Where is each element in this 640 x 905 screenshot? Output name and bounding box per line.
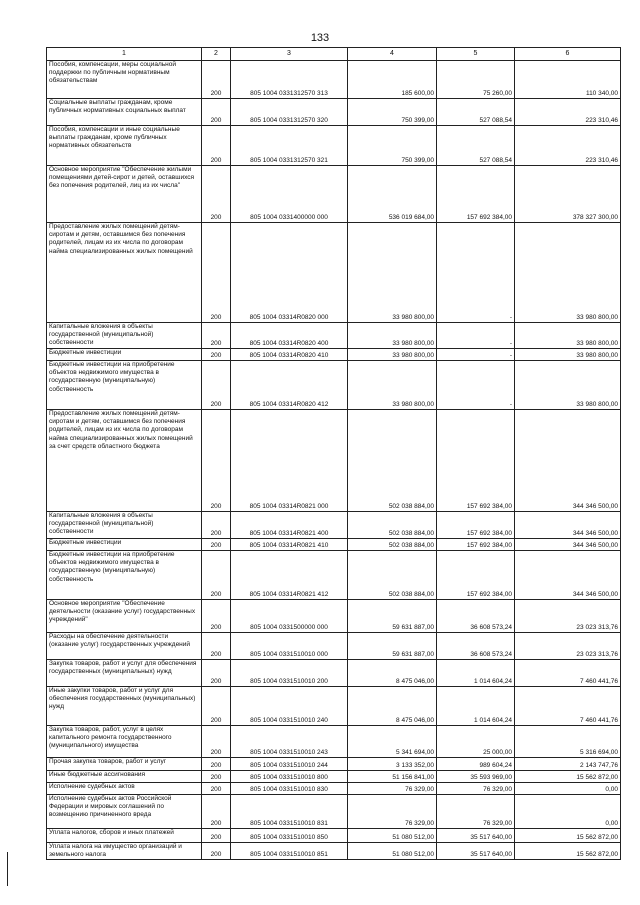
row-code: 805 1004 03314R0820 412 [231, 361, 348, 410]
table-row [47, 758, 621, 771]
row-value-6: 344 346 500,00 [515, 551, 621, 600]
row-column-2: 200 [202, 771, 231, 783]
row-code: 805 1004 0331510010 831 [231, 795, 348, 829]
column-header: 4 [348, 48, 437, 61]
row-column-2: 200 [202, 349, 231, 361]
table-row [47, 795, 621, 829]
row-code: 805 1004 0331510010 240 [231, 687, 348, 726]
row-name: Основное мероприятие "Обеспечение жилыми помещениями детей-сирот и детей, оставшихся без попечения родителей, лиц из их числа" [47, 166, 202, 223]
row-column-2: 200 [202, 166, 231, 223]
row-value-5: - [437, 349, 515, 361]
table-row [47, 687, 621, 726]
column-header: 5 [437, 48, 515, 61]
row-column-2: 200 [202, 783, 231, 795]
row-name: Уплата налогов, сборов и иных платежей [47, 829, 202, 843]
row-name: Расходы на обеспечение деятельности (оказание услуг) государственных учреждений [47, 633, 202, 660]
budget-table [46, 47, 621, 860]
table-row [47, 783, 621, 795]
row-code: 805 1004 0331510010 200 [231, 660, 348, 687]
row-value-5: 75 260,00 [437, 61, 515, 99]
row-value-4: 750 399,00 [348, 99, 437, 126]
row-value-6: 33 980 800,00 [515, 223, 621, 323]
table-row [47, 829, 621, 843]
row-value-4: 750 399,00 [348, 126, 437, 166]
row-code: 805 1004 0331500000 000 [231, 600, 348, 633]
column-header: 1 [47, 48, 202, 61]
row-name: Исполнение судебных актов Российской Федерации и мировых соглашений по возмещению причиненного вреда [47, 795, 202, 829]
table-row [47, 551, 621, 600]
row-value-4: 536 019 684,00 [348, 166, 437, 223]
row-code: 805 1004 03314R0821 412 [231, 551, 348, 600]
table-row [47, 600, 621, 633]
table-row [47, 771, 621, 783]
row-value-6: 23 023 313,76 [515, 633, 621, 660]
row-code: 805 1004 0331510010 830 [231, 783, 348, 795]
row-name: Закупка товаров, работ и услуг для обеспечения государственных (муниципальных) нужд [47, 660, 202, 687]
row-value-5: 35 593 969,00 [437, 771, 515, 783]
row-column-2: 200 [202, 829, 231, 843]
row-value-6: 23 023 313,76 [515, 600, 621, 633]
row-value-6: 15 562 872,00 [515, 829, 621, 843]
row-column-2: 200 [202, 99, 231, 126]
row-value-6: 223 310,46 [515, 126, 621, 166]
row-value-5: 76 329,00 [437, 783, 515, 795]
row-value-6: 33 980 800,00 [515, 361, 621, 410]
table-row [47, 843, 621, 860]
row-value-6: 0,00 [515, 783, 621, 795]
row-column-2: 200 [202, 323, 231, 349]
row-name: Бюджетные инвестиции на приобретение объектов недвижимого имущества в государственную (муниципальную) собственность [47, 551, 202, 600]
row-name: Прочая закупка товаров, работ и услуг [47, 758, 202, 771]
row-code: 805 1004 0331510010 851 [231, 843, 348, 860]
table-row [47, 323, 621, 349]
row-name: Исполнение судебных актов [47, 783, 202, 795]
row-value-6: 5 316 694,00 [515, 726, 621, 758]
row-code: 805 1004 0331312570 320 [231, 99, 348, 126]
row-value-6: 2 143 747,76 [515, 758, 621, 771]
row-value-4: 59 631 887,00 [348, 633, 437, 660]
row-value-6: 0,00 [515, 795, 621, 829]
row-column-2: 200 [202, 795, 231, 829]
row-value-5: 157 692 384,00 [437, 539, 515, 551]
row-name: Предоставление жилых помещений детям-сиротам и детям, оставшимся без попечения родителей, лицам из их числа по договорам найма специализированных жилых помещений за счет средств областного бюджета [47, 410, 202, 512]
row-value-6: 110 340,00 [515, 61, 621, 99]
page-number: 133 [310, 32, 330, 44]
row-value-5: - [437, 223, 515, 323]
row-column-2: 200 [202, 361, 231, 410]
row-value-4: 51 156 841,00 [348, 771, 437, 783]
row-code: 805 1004 03314R0820 000 [231, 223, 348, 323]
row-column-2: 200 [202, 843, 231, 860]
row-value-5: - [437, 323, 515, 349]
row-value-6: 223 310,46 [515, 99, 621, 126]
column-header: 6 [515, 48, 621, 61]
row-value-4: 502 038 884,00 [348, 539, 437, 551]
row-column-2: 200 [202, 660, 231, 687]
row-name: Уплата налога на имущество организаций и земельного налога [47, 843, 202, 860]
row-value-4: 33 980 800,00 [348, 323, 437, 349]
row-column-2: 200 [202, 410, 231, 512]
row-name: Пособия, компенсации, меры социальной поддержки по публичным нормативным обязательствам [47, 61, 202, 99]
row-value-4: 502 038 884,00 [348, 551, 437, 600]
row-code: 805 1004 03314R0821 400 [231, 512, 348, 539]
row-value-4: 33 980 800,00 [348, 361, 437, 410]
row-code: 805 1004 0331510010 800 [231, 771, 348, 783]
row-value-4: 502 038 884,00 [348, 410, 437, 512]
row-name: Капитальные вложения в объекты государственной (муниципальной) собственности [47, 323, 202, 349]
row-name: Пособия, компенсации и иные социальные выплаты гражданам, кроме публичных нормативных обязательств [47, 126, 202, 166]
column-header: 3 [231, 48, 348, 61]
row-name: Закупка товаров, работ, услуг в целях капитального ремонта государственного (муниципального) имущества [47, 726, 202, 758]
header-row [47, 48, 621, 61]
row-name: Бюджетные инвестиции на приобретение объектов недвижимого имущества в государственную (муниципальную) собственность [47, 361, 202, 410]
row-value-5: 36 608 573,24 [437, 633, 515, 660]
row-value-5: 989 604,24 [437, 758, 515, 771]
row-name: Предоставление жилых помещений детям-сиротам и детям, оставшимся без попечения родителей, лицам из их числа по договорам найма специализированных жилых помещений [47, 223, 202, 323]
row-value-4: 8 475 046,00 [348, 660, 437, 687]
table-row [47, 633, 621, 660]
table-row [47, 61, 621, 99]
column-header: 2 [202, 48, 231, 61]
table-row [47, 126, 621, 166]
row-code: 805 1004 03314R0821 000 [231, 410, 348, 512]
row-value-4: 8 475 046,00 [348, 687, 437, 726]
row-value-5: 36 608 573,24 [437, 600, 515, 633]
row-value-4: 76 329,00 [348, 795, 437, 829]
row-value-5: 1 014 604,24 [437, 687, 515, 726]
row-column-2: 200 [202, 126, 231, 166]
row-value-6: 378 327 300,00 [515, 166, 621, 223]
row-value-4: 51 080 512,00 [348, 843, 437, 860]
row-value-4: 5 341 694,00 [348, 726, 437, 758]
table-row [47, 512, 621, 539]
row-name: Основное мероприятие "Обеспечение деятельности (оказание услуг) государственных учреждений" [47, 600, 202, 633]
row-value-4: 76 329,00 [348, 783, 437, 795]
row-value-5: 76 329,00 [437, 795, 515, 829]
row-name: Бюджетные инвестиции [47, 349, 202, 361]
row-name: Иные бюджетные ассигнования [47, 771, 202, 783]
table-row [47, 223, 621, 323]
table-row [47, 726, 621, 758]
margin-mark [7, 852, 8, 886]
row-value-5: - [437, 361, 515, 410]
row-code: 805 1004 0331312570 313 [231, 61, 348, 99]
row-column-2: 200 [202, 539, 231, 551]
row-column-2: 200 [202, 600, 231, 633]
row-code: 805 1004 03314R0820 410 [231, 349, 348, 361]
row-value-6: 344 346 500,00 [515, 539, 621, 551]
row-value-4: 33 980 800,00 [348, 349, 437, 361]
row-column-2: 200 [202, 687, 231, 726]
row-column-2: 200 [202, 633, 231, 660]
row-value-4: 33 980 800,00 [348, 223, 437, 323]
row-name: Социальные выплаты гражданам, кроме публичных нормативных социальных выплат [47, 99, 202, 126]
row-name: Иные закупки товаров, работ и услуг для обеспечения государственных (муниципальных) нужд [47, 687, 202, 726]
table-row [47, 410, 621, 512]
row-value-5: 527 088,54 [437, 99, 515, 126]
row-value-6: 7 460 441,76 [515, 687, 621, 726]
row-value-5: 35 517 640,00 [437, 829, 515, 843]
row-value-6: 33 980 800,00 [515, 323, 621, 349]
table-row [47, 660, 621, 687]
row-value-4: 59 631 887,00 [348, 600, 437, 633]
row-value-5: 157 692 384,00 [437, 551, 515, 600]
row-value-4: 3 133 352,00 [348, 758, 437, 771]
row-value-6: 33 980 800,00 [515, 349, 621, 361]
row-code: 805 1004 0331400000 000 [231, 166, 348, 223]
row-value-4: 51 080 512,00 [348, 829, 437, 843]
row-value-4: 185 600,00 [348, 61, 437, 99]
row-code: 805 1004 0331510010 850 [231, 829, 348, 843]
row-value-6: 344 346 500,00 [515, 512, 621, 539]
row-code: 805 1004 0331510010 243 [231, 726, 348, 758]
row-name: Капитальные вложения в объекты государственной (муниципальной) собственности [47, 512, 202, 539]
table-row [47, 361, 621, 410]
row-value-5: 35 517 640,00 [437, 843, 515, 860]
table-row [47, 349, 621, 361]
row-value-6: 344 346 500,00 [515, 410, 621, 512]
row-value-6: 7 460 441,76 [515, 660, 621, 687]
row-code: 805 1004 0331312570 321 [231, 126, 348, 166]
row-code: 805 1004 03314R0820 400 [231, 323, 348, 349]
row-value-5: 157 692 384,00 [437, 512, 515, 539]
row-value-5: 157 692 384,00 [437, 166, 515, 223]
row-value-5: 25 000,00 [437, 726, 515, 758]
row-value-5: 527 088,54 [437, 126, 515, 166]
table-row [47, 99, 621, 126]
row-value-4: 502 038 884,00 [348, 512, 437, 539]
row-column-2: 200 [202, 61, 231, 99]
table-row [47, 539, 621, 551]
row-column-2: 200 [202, 512, 231, 539]
row-column-2: 200 [202, 223, 231, 323]
row-value-5: 1 014 604,24 [437, 660, 515, 687]
row-value-6: 15 562 872,00 [515, 771, 621, 783]
row-value-5: 157 692 384,00 [437, 410, 515, 512]
row-column-2: 200 [202, 551, 231, 600]
row-value-6: 15 562 872,00 [515, 843, 621, 860]
row-column-2: 200 [202, 726, 231, 758]
table-row [47, 166, 621, 223]
row-name: Бюджетные инвестиции [47, 539, 202, 551]
row-code: 805 1004 0331510010 244 [231, 758, 348, 771]
row-column-2: 200 [202, 758, 231, 771]
row-code: 805 1004 03314R0821 410 [231, 539, 348, 551]
row-code: 805 1004 0331510010 000 [231, 633, 348, 660]
